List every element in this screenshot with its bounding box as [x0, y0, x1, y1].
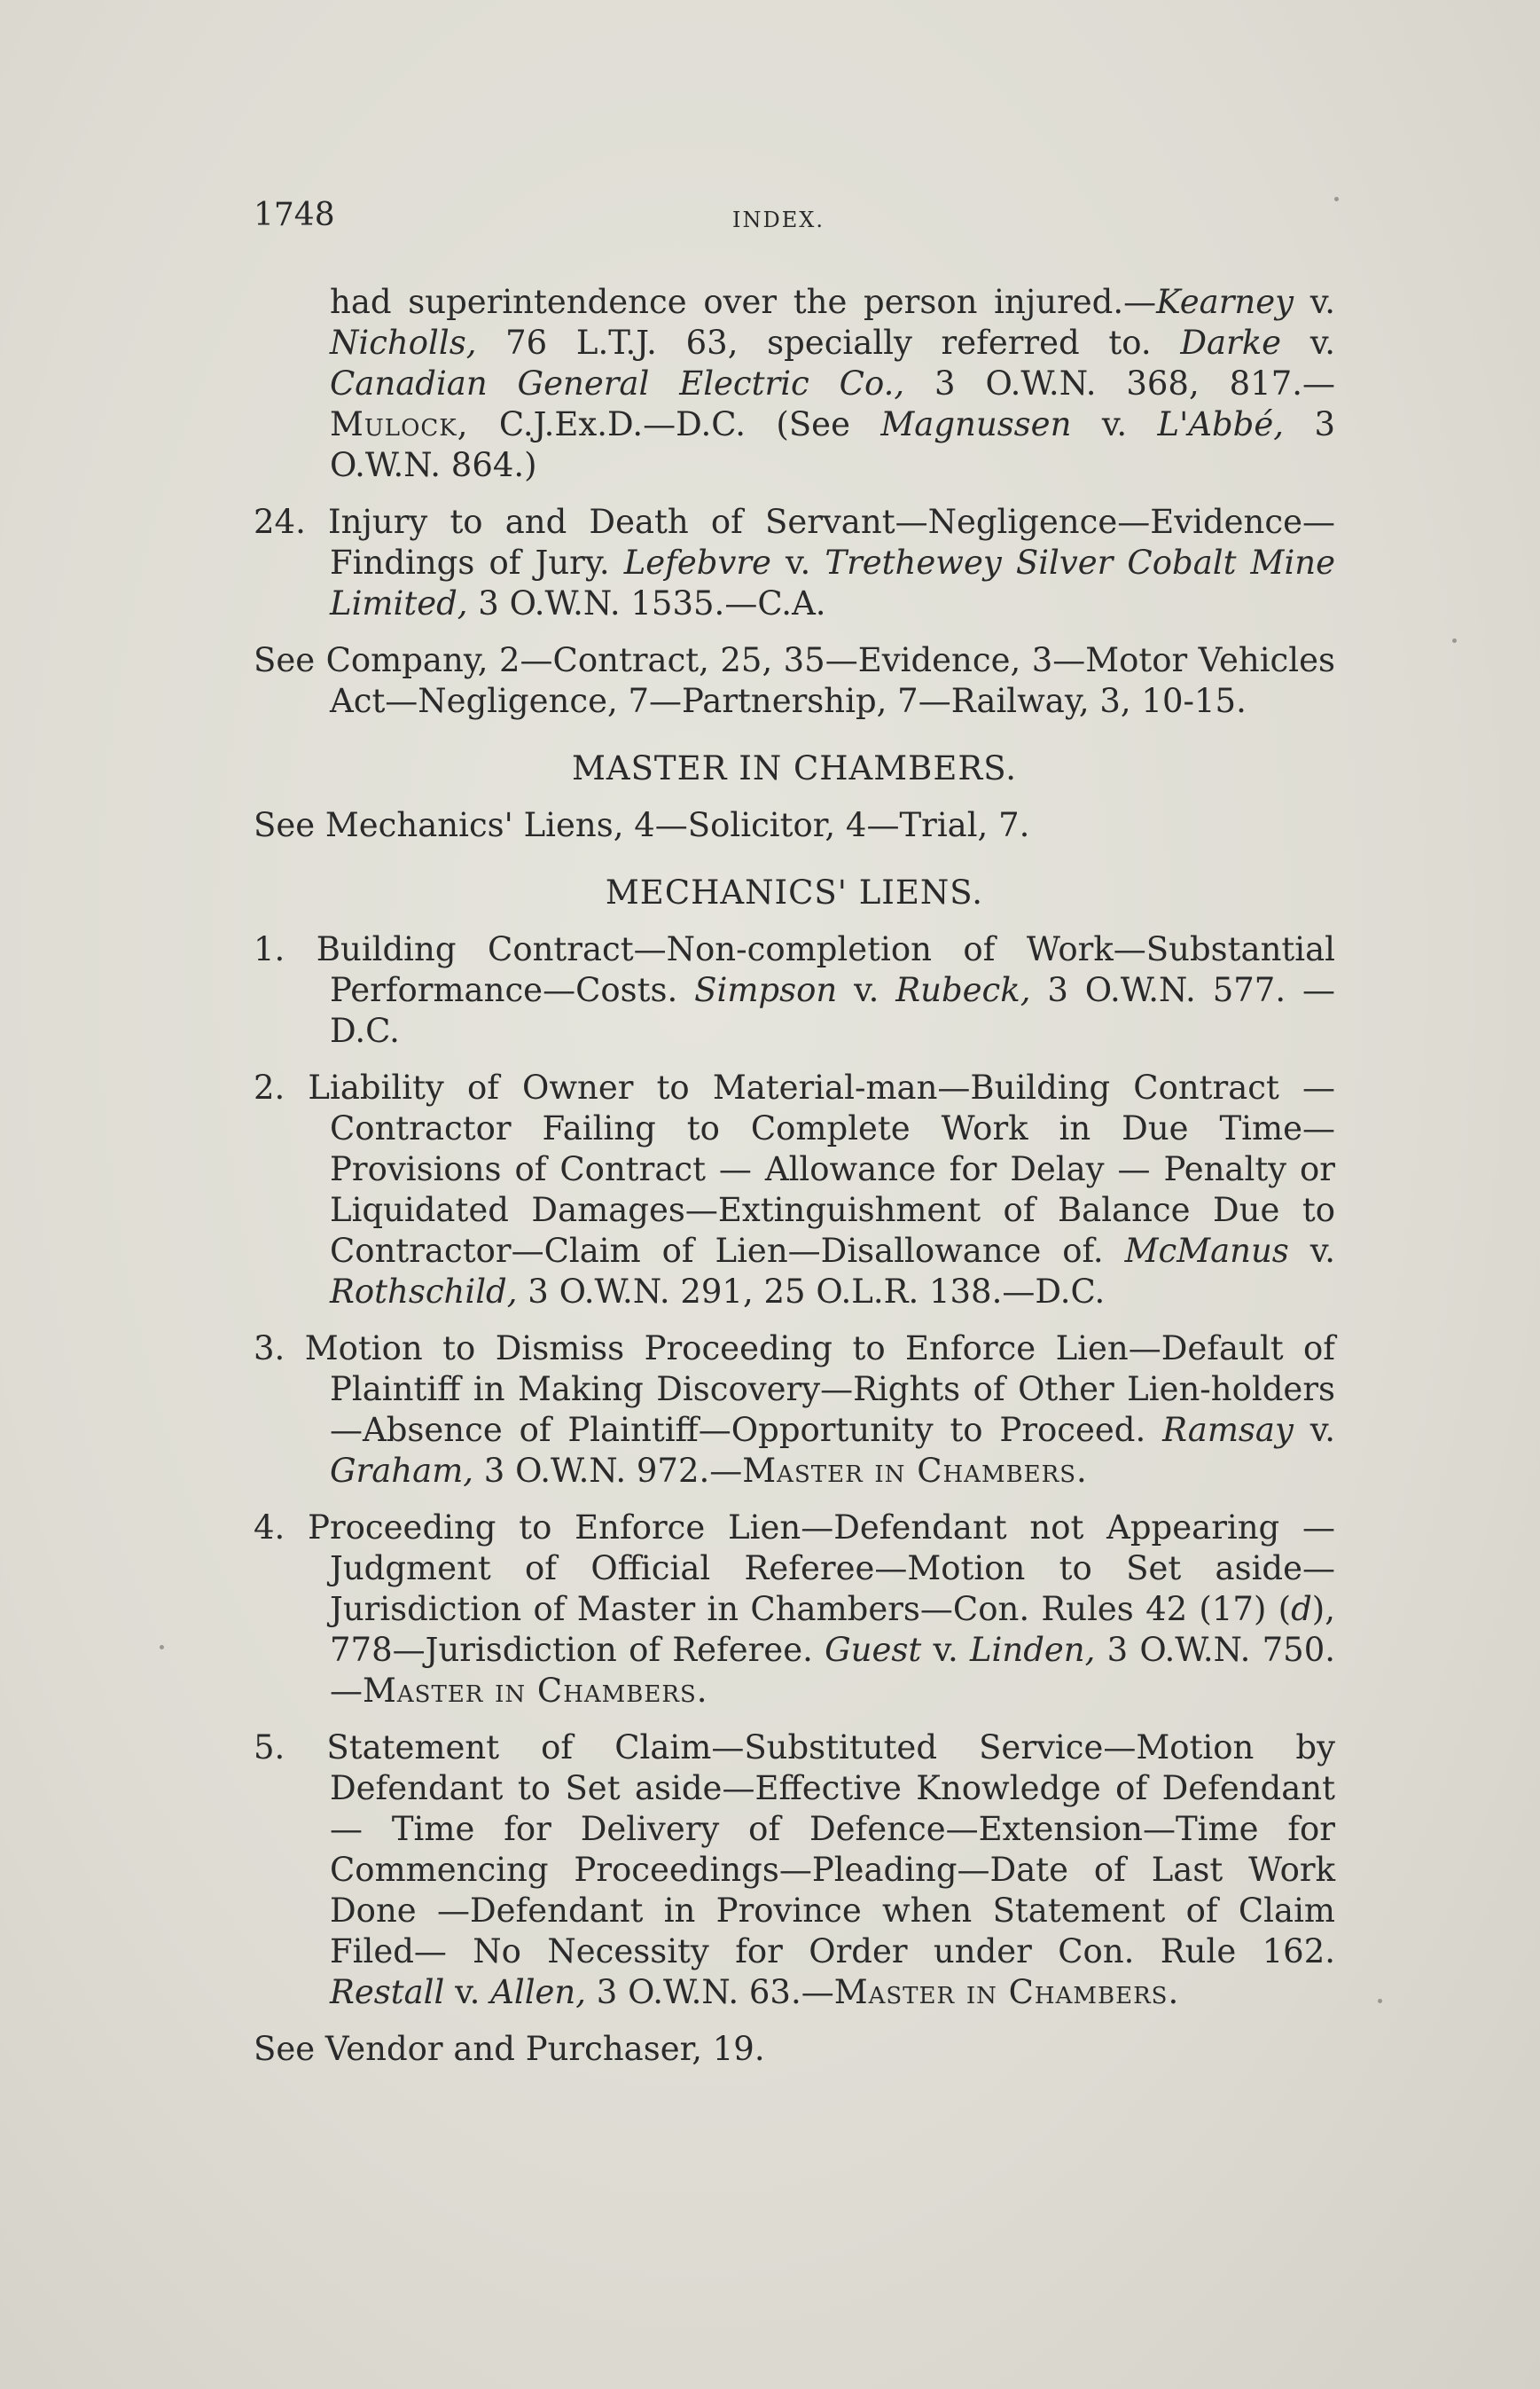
- paper-speck: [160, 1645, 164, 1649]
- heading-mechanics-liens: MECHANICS' LIENS.: [605, 873, 984, 912]
- page-number: 1748: [254, 197, 335, 233]
- running-head: INDEX.: [732, 208, 825, 232]
- mechanics-entry-1: 1. Building Contract—Non-completion of Work—Substantial Performance—Costs. Simpson v. Rubeck, 3 O.W.N. 577. —D.C.: [254, 930, 1335, 1050]
- mechanics-entry-3: 3. Motion to Dismiss Proceeding to Enforce Lien—Default of Plaintiff in Making Discovery—Rights of Other Lien-holders—Absence of Plaintiff—Opportunity to Proceed. Ramsay v. Graham, 3 O.W.N. 972.—Master in Chambers.: [254, 1329, 1335, 1490]
- see-also-master: See Mechanics' Liens, 4—Solicitor, 4—Trial, 7.: [254, 806, 1030, 844]
- page-header: [254, 197, 1335, 250]
- paper-speck: [1452, 638, 1457, 643]
- paper-speck: [1334, 197, 1339, 201]
- continuation-paragraph: had superintendence over the person injured.—Kearney v. Nicholls, 76 L.T.J. 63, specially referred to. Darke v. Canadian General Electric Co., 3 O.W.N. 368, 817.—Mulock, C.J.Ex.D.—D.C. (See Magnussen v. L'Abbé, 3 O.W.N. 864.): [330, 283, 1335, 484]
- mechanics-entry-5: 5. Statement of Claim—Substituted Service—Motion by Defendant to Set aside—Effective Knowledge of Defendant — Time for Delivery of Defence—Extension—Time for Commencing Proceedings—Pleading—Date of Last Work Done —Defendant in Province when Statement of Claim Filed— No Necessity for Order under Con. Rule 162. Restall v. Allen, 3 O.W.N. 63.—Master in Chambers.: [254, 1728, 1335, 2011]
- mechanics-entry-2: 2. Liability of Owner to Material-man—Building Contract — Contractor Failing to Complete Work in Due Time—Provisions of Contract — Allowance for Delay — Penalty or Liquidated Damages—Extinguishment of Balance Due to Contractor—Claim of Lien—Disallowance of. McManus v. Rothschild, 3 O.W.N. 291, 25 O.L.R. 138.—D.C.: [254, 1069, 1335, 1311]
- see-also-vendor: See Vendor and Purchaser, 19.: [254, 2030, 765, 2068]
- see-also-negligence: See Company, 2—Contract, 25, 35—Evidence, 3—Motor Vehicles Act—Negligence, 7—Partnership, 7—Railway, 3, 10-15.: [254, 641, 1335, 720]
- mechanics-entry-4: 4. Proceeding to Enforce Lien—Defendant not Appearing — Judgment of Official Referee—Motion to Set aside—Jurisdiction of Master in Chambers—Con. Rules 42 (17) (d), 778—Jurisdiction of Referee. Guest v. Linden, 3 O.W.N. 750.—Master in Chambers.: [254, 1508, 1336, 1710]
- heading-master-in-chambers: MASTER IN CHAMBERS.: [571, 749, 1018, 787]
- entry-24: 24. Injury to and Death of Servant—Negligence—Evidence—Findings of Jury. Lefebvre v. Trethewey Silver Cobalt Mine Limited, 3 O.W.N. 1535.—C.A.: [254, 503, 1336, 623]
- paper-speck: [1378, 1999, 1382, 2003]
- index-body: [254, 282, 1335, 2086]
